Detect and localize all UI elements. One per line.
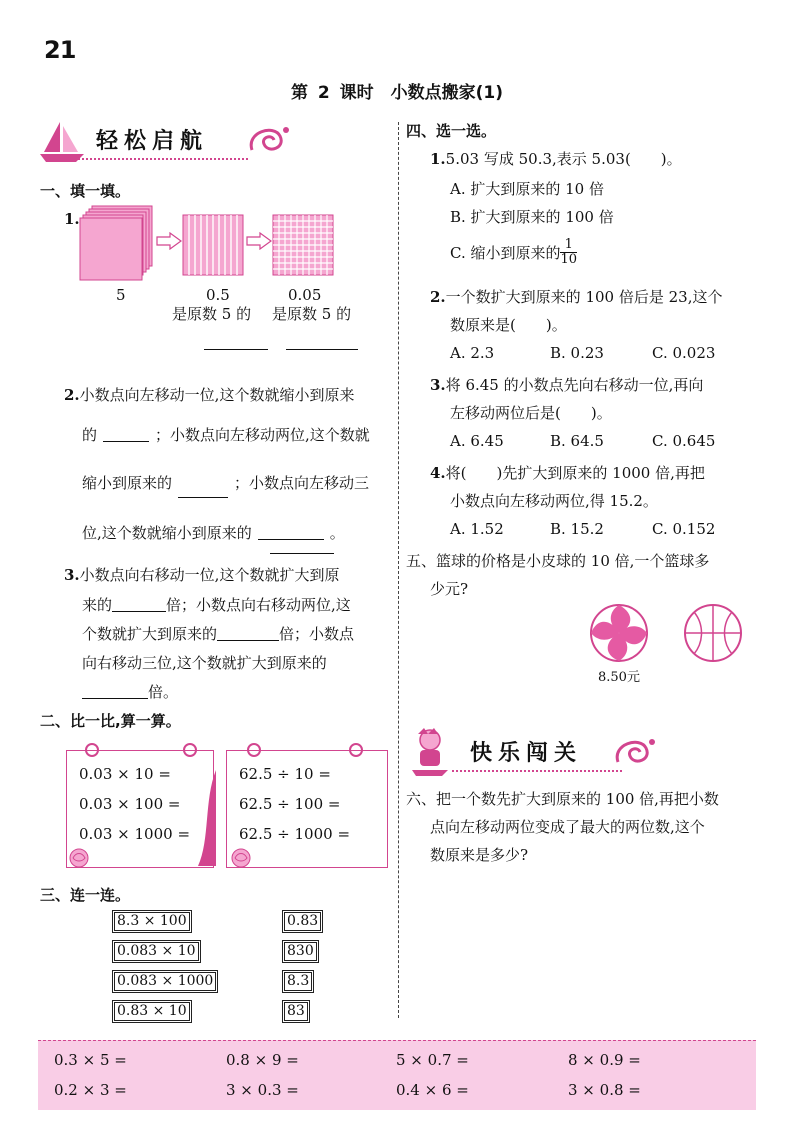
s6-line2: 点向左移动两位变成了最大的两位数,这个 (430, 818, 705, 836)
answer-blank-q1a[interactable] (204, 336, 268, 350)
caption-b: 是原数 5 的 (272, 305, 352, 323)
ball-price-label: 8.50元 (598, 670, 640, 685)
match-left-item[interactable]: 8.3 × 100 (114, 912, 190, 931)
match-left-item[interactable]: 0.083 × 1000 (114, 972, 216, 991)
match-right-item[interactable]: 8.3 (284, 972, 312, 991)
practice-item: 0.4 × 6 = (396, 1081, 469, 1099)
swirl-ornament-icon (610, 732, 660, 772)
q2-line1: 2.小数点向左移动一位,这个数就缩小到原来 (64, 386, 355, 404)
answer-blank-q3a[interactable] (112, 598, 166, 612)
card-left-row: 0.03 × 100 = (79, 795, 181, 813)
match-right-item[interactable]: 0.83 (284, 912, 321, 931)
s4-q2-line2: 数原来是( )。 (450, 316, 567, 334)
card-page-curl-ornament (196, 770, 218, 870)
s4-q3-option-b[interactable]: B. 64.5 (550, 432, 604, 450)
banner-right (408, 726, 668, 780)
match-left-item[interactable]: 0.83 × 10 (114, 1002, 190, 1021)
q3-line3: 个数就扩大到原来的 倍；小数点 (82, 625, 355, 643)
s4-q4-line1: 4.将( )先扩大到原来的 1000 倍,再把 (430, 464, 705, 482)
s4-q1-option-a[interactable]: A. 扩大到原来的 10 倍 (450, 180, 604, 198)
section1-heading: 一、填一填。 (40, 182, 131, 200)
card-left-row: 0.03 × 1000 = (79, 825, 191, 843)
child-mascot-icon (408, 726, 458, 778)
rose-icon (226, 846, 256, 872)
answer-blank-q2c[interactable] (258, 526, 324, 540)
figure-label-5: 5 (116, 286, 126, 304)
s4-q2-option-c[interactable]: C. 0.023 (652, 344, 716, 362)
answer-blank-q3c[interactable] (82, 685, 148, 699)
page-number: 21 (44, 36, 76, 64)
s4-q3-line2: 左移动两位后是( )。 (450, 404, 612, 422)
practice-item: 8 × 0.9 = (568, 1051, 641, 1069)
s4-q3-line1: 3.将 6.45 的小数点先向右移动一位,再向 (430, 376, 704, 394)
q3-line1: 3.小数点向右移动一位,这个数就扩大到原 (64, 566, 340, 584)
card-right-row: 62.5 ÷ 10 = (239, 765, 331, 783)
answer-blank-q2d[interactable] (270, 540, 334, 554)
practice-item: 0.3 × 5 = (54, 1051, 127, 1069)
figure-label-0.05: 0.05 (288, 286, 322, 304)
s6-line1: 六、把一个数先扩大到原来的 100 倍,再把小数 (406, 790, 719, 808)
tenths-grid-figure (182, 214, 246, 278)
q1-number: 1. (64, 210, 80, 228)
q2-line4: 位,这个数就缩小到原来的 。 (82, 524, 345, 542)
arrow-right-icon-2 (246, 232, 272, 250)
section4-heading: 四、选一选。 (406, 122, 497, 140)
oral-practice-strip (38, 1040, 756, 1110)
s4-q3-option-a[interactable]: A. 6.45 (450, 432, 504, 450)
s6-line3: 数原来是多少? (430, 846, 529, 864)
s4-q2-option-a[interactable]: A. 2.3 (450, 344, 495, 362)
q2-line2: 的 ；小数点向左移动两位,这个数就 (82, 426, 370, 444)
figure-label-0.5: 0.5 (206, 286, 230, 304)
small-ball-icon (588, 602, 650, 664)
banner-right-text: 快乐闯关 (470, 740, 583, 766)
s4-q4-option-a[interactable]: A. 1.52 (450, 520, 504, 538)
q2-line3: 缩小到原来的 ；小数点向左移动三 (82, 472, 369, 498)
practice-item: 5 × 0.7 = (396, 1051, 469, 1069)
s4-q4-option-c[interactable]: C. 0.152 (652, 520, 716, 538)
s4-q2-option-b[interactable]: B. 0.23 (550, 344, 604, 362)
s4-q1-option-b[interactable]: B. 扩大到原来的 100 倍 (450, 208, 614, 226)
basketball-icon (682, 602, 744, 664)
practice-item: 0.8 × 9 = (226, 1051, 299, 1069)
match-right-item[interactable]: 83 (284, 1002, 308, 1021)
match-left-item[interactable]: 0.083 × 10 (114, 942, 199, 961)
answer-blank-q2b[interactable] (178, 484, 228, 498)
q3-line2: 来的 倍；小数点向右移动两位,这 (82, 596, 351, 614)
s5-line1: 五、篮球的价格是小皮球的 10 倍,一个篮球多 (406, 552, 710, 570)
ring-binder-icon (80, 740, 420, 760)
practice-item: 3 × 0.8 = (568, 1081, 641, 1099)
answer-blank-q1b[interactable] (286, 336, 358, 350)
hundredths-grid-figure (272, 214, 336, 278)
s4-q4-option-b[interactable]: B. 15.2 (550, 520, 604, 538)
answer-blank-q2a[interactable] (103, 428, 149, 442)
s5-line2: 少元? (430, 580, 469, 598)
swirl-ornament-icon (244, 120, 294, 160)
card-left-row: 0.03 × 10 = (79, 765, 171, 783)
banner-left (38, 116, 296, 166)
arrow-right-icon (156, 232, 182, 250)
q3-line4: 向右移动三位,这个数就扩大到原来的 (82, 654, 327, 672)
banner-left-text: 轻松启航 (96, 128, 209, 154)
match-right-item[interactable]: 830 (284, 942, 317, 961)
s4-q1-option-c[interactable]: C. 缩小到原来的 $\frac{1}{10}$ (450, 237, 578, 267)
practice-item: 3 × 0.3 = (226, 1081, 299, 1099)
s4-q3-option-c[interactable]: C. 0.645 (652, 432, 716, 450)
column-divider (398, 122, 399, 1018)
caption-a: 是原数 5 的 (172, 305, 252, 323)
lesson-title: 第 2 课时 小数点搬家(1) (290, 83, 504, 103)
s4-q1-text: 1.5.03 写成 50.3,表示 5.03( )。 (430, 150, 682, 168)
practice-item: 0.2 × 3 = (54, 1081, 127, 1099)
q3-line5: 倍。 (82, 681, 178, 702)
section2-heading: 二、比一比,算一算。 (40, 712, 181, 730)
answer-blank-q3b[interactable] (217, 627, 279, 641)
s4-q4-line2: 小数点向左移动两位,得 15.2。 (450, 492, 658, 510)
s4-q2-line1: 2.一个数扩大到原来的 100 倍后是 23,这个 (430, 288, 723, 306)
card-right-row: 62.5 ÷ 1000 = (239, 825, 351, 843)
fraction-one-tenth: $\frac{1}{10}$ (560, 237, 578, 267)
section3-heading: 三、连一连。 (40, 886, 131, 904)
stacked-squares-figure (78, 204, 158, 284)
card-right-row: 62.5 ÷ 100 = (239, 795, 341, 813)
rose-icon (64, 846, 94, 872)
